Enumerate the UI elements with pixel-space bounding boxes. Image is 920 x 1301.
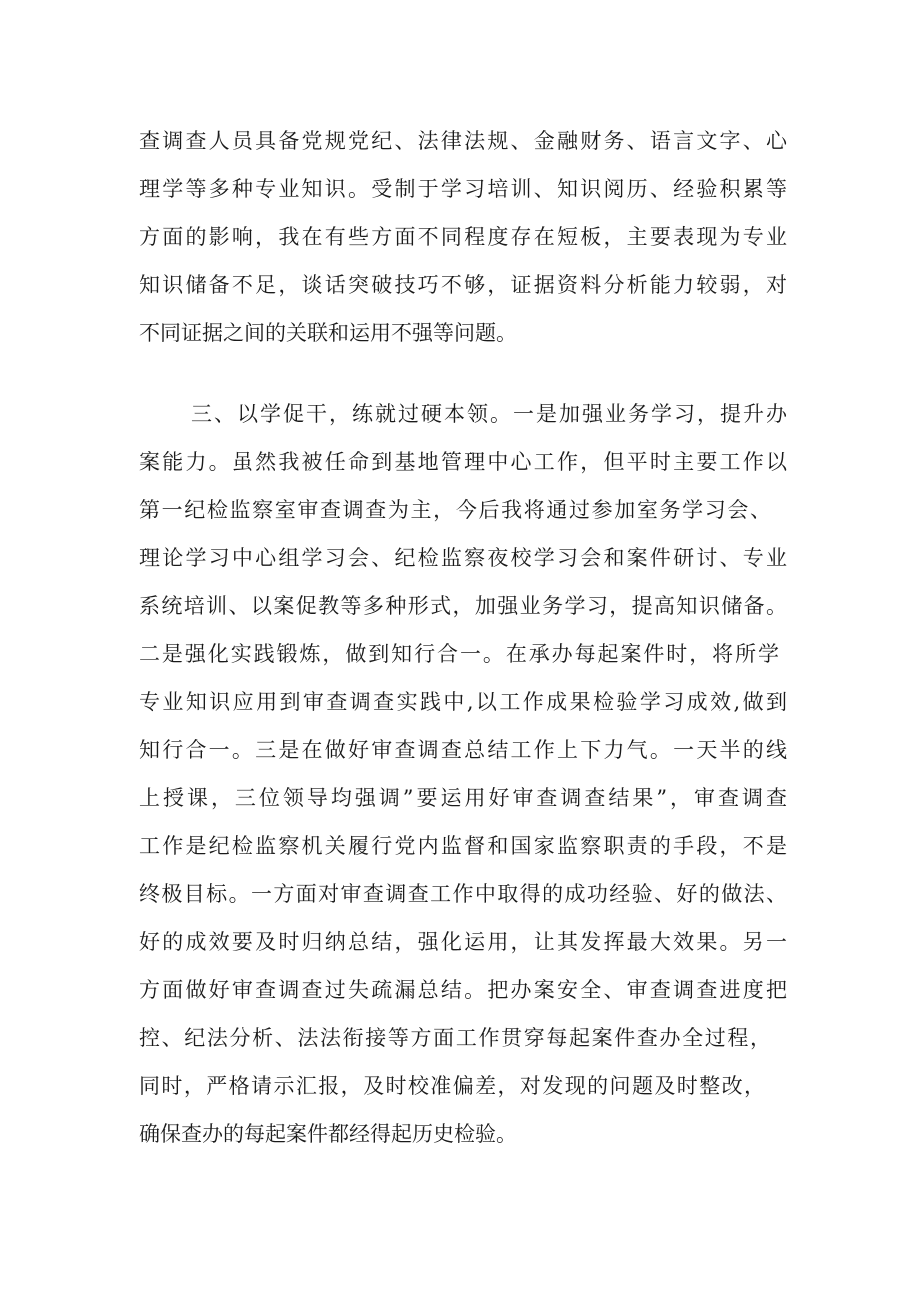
paragraph-2-line: 知行合一。三是在做好审查调查总结工作上下力气。一天半的线 — [139, 738, 787, 762]
paragraph-2-line: 确保查办的每起案件都经得起历史检验。 — [139, 1122, 517, 1146]
paragraph-1-line: 查调查人员具备党规党纪、法律法规、金融财务、语言文字、心 — [139, 129, 787, 153]
paragraph-2-line: 三、以学促干，练就过硬本领。一是加强业务学习，提升办 — [191, 402, 787, 426]
paragraph-2-line: 理论学习中心组学习会、纪检监察夜校学习会和案件研讨、专业 — [139, 546, 787, 570]
paragraph-2-line: 终极目标。一方面对审查调查工作中取得的成功经验、好的做法、 — [139, 882, 787, 906]
paragraph-2-line: 好的成效要及时归纳总结，强化运用，让其发挥最大效果。另一 — [139, 930, 787, 954]
paragraph-2-line: 第一纪检监察室审查调查为主，今后我将通过参加室务学习会、 — [139, 498, 771, 522]
paragraph-1-line: 不同证据之间的关联和运用不强等问题。 — [139, 321, 517, 345]
paragraph-1-line: 知识储备不足，谈话突破技巧不够，证据资料分析能力较弱，对 — [139, 273, 787, 297]
paragraph-2-line: 同时，严格请示汇报，及时校准偏差，对发现的问题及时整改， — [139, 1074, 765, 1098]
paragraph-2-line: 系统培训、以案促教等多种形式，加强业务学习，提高知识储备。 — [139, 594, 787, 618]
paragraph-1-line: 理学等多种专业知识。受制于学习培训、知识阅历、经验积累等 — [139, 177, 787, 201]
paragraph-2-line: 方面做好审查调查过失疏漏总结。把办案安全、审查调查进度把 — [139, 978, 787, 1002]
paragraph-2-line: 专业知识应用到审查调查实践中,以工作成果检验学习成效,做到 — [139, 690, 787, 714]
paragraph-2-line: 上授课，三位领导均强调”要运用好审查调查结果”，审查调查 — [139, 786, 787, 810]
paragraph-2-line: 控、纪法分析、法法衔接等方面工作贯穿每起案件查办全过程， — [139, 1026, 771, 1050]
paragraph-2-line: 二是强化实践锻炼，做到知行合一。在承办每起案件时，将所学 — [139, 642, 779, 666]
paragraph-1-line: 方面的影响，我在有些方面不同程度存在短板，主要表现为专业 — [139, 225, 787, 249]
paragraph-2-line: 案能力。虽然我被任命到基地管理中心工作，但平时主要工作以 — [139, 450, 787, 474]
paragraph-2-line: 工作是纪检监察机关履行党内监督和国家监察职责的手段，不是 — [139, 834, 787, 858]
